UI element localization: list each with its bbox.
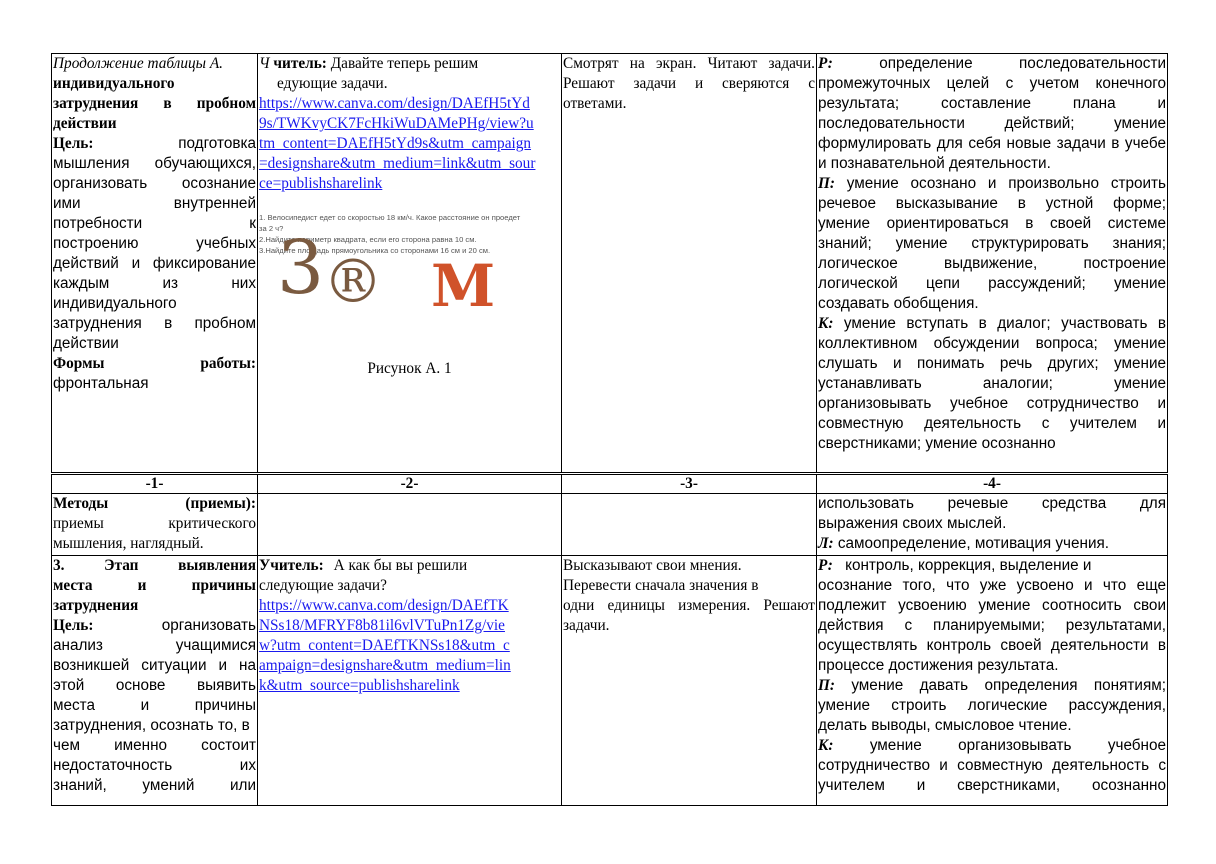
forms-label: Формы работы: <box>53 355 256 372</box>
uud-line: организовывать учебное сотрудничество и <box>818 395 1166 412</box>
uud-line: осуществлять контроль своей деятельности в <box>818 637 1166 654</box>
uud-line: действия с планируемыми; результатами, <box>818 617 1166 634</box>
cognitive-uud: П: умение давать определения понятиям; <box>818 677 1166 694</box>
methods-line: мышления, наглядный. <box>53 535 204 552</box>
table-row <box>52 556 1168 806</box>
student-activity-cell <box>562 54 817 474</box>
uud-line: сотрудничество и совместную деятельность с <box>818 757 1166 774</box>
student-text-line: Смотрят на экран. Читают задачи. <box>563 55 815 72</box>
forms-value: фронтальная <box>53 375 149 392</box>
stage-cell <box>52 54 258 474</box>
canva-link[interactable]: https://www.canva.com/design/DAEfH5tYd 9s/TWKvyCK7FcHkiWuDAMePHg/view?u tm_content=DAEfH5tYd9s&utm_campaign =designshare&utm_medium=link&utm_sour ce=publishsharelink <box>259 95 536 192</box>
teacher-remark-cont: следующие задачи? <box>259 577 387 594</box>
uud-line: выражения своих мыслей. <box>818 515 1007 532</box>
uud-line: умение строить логические рассуждения, <box>818 697 1166 714</box>
table-continuation-label: Продолжение таблицы А. <box>53 55 223 72</box>
uud-line: формулировать для себя новые задачи в учебе <box>818 135 1166 152</box>
uud-line: знаний; умение структурировать знания; <box>818 235 1166 252</box>
student-text-line: Решают задачи и сверяются с <box>563 75 815 92</box>
uud-line: последовательности действий; умение <box>818 115 1166 132</box>
goal-line: места и причины <box>53 697 256 714</box>
uud-line: осознание того, что уже усвоено и что еще <box>818 577 1166 594</box>
task-item: 2.Найдите периметр квадрата, если его сторона равна 10 см. <box>259 235 477 244</box>
uud-line: делать выводы, смысловое чтение. <box>818 717 1072 734</box>
goal-line: построению учебных <box>53 235 256 252</box>
empty-cell <box>258 494 562 556</box>
methods-label: Методы (приемы): <box>53 495 256 512</box>
goal-line: организовать осознание <box>53 175 256 192</box>
goal-line: затруднения в пробном <box>53 315 256 332</box>
communicative-uud: К: умение вступать в диалог; участвовать в <box>818 315 1167 332</box>
goal-line: ими внутренней <box>53 195 256 212</box>
uud-line: коллективном обсуждении вопроса; умение <box>818 335 1166 352</box>
column-number: -3- <box>562 474 817 494</box>
goal-line: возникшей ситуации и на <box>53 657 256 674</box>
goal-line: знаний, умений или <box>53 777 256 794</box>
table-row <box>52 494 1168 556</box>
uud-line: и познавательной деятельности. <box>818 155 1051 172</box>
uud-line: логическое выдвижение, построение <box>818 255 1166 272</box>
stage-goal: Цель: подготовка <box>53 135 256 152</box>
goal-line: индивидуального <box>53 295 177 312</box>
uud-line: слушать и понимать речь других; умение <box>818 355 1166 372</box>
student-text-line: Перевести сначала значения в <box>563 577 759 594</box>
teacher-remark: Учитель: А как бы вы решили <box>259 557 468 574</box>
personal-uud: Л: самоопределение, мотивация учения. <box>818 535 1110 552</box>
stage-goal: Цель: организовать <box>53 617 256 634</box>
uud-cell <box>817 556 1168 806</box>
goal-line: действии <box>53 335 119 352</box>
uud-line: промежуточных целей с учетом конечного <box>818 75 1166 92</box>
stage-cell <box>52 556 258 806</box>
goal-line: этой основе выявить <box>53 677 256 694</box>
uud-line: процессе достижения результата. <box>818 657 1059 674</box>
uud-line: логической цепи рассуждений; умение <box>818 275 1166 292</box>
goal-line: мышления обучающихся, <box>53 155 256 172</box>
uud-line: создавать обобщения. <box>818 295 979 312</box>
teacher-remark-cont: едующие задачи. <box>277 75 388 92</box>
column-numbers-row <box>52 474 1168 494</box>
table-row <box>52 54 1168 474</box>
uud-cell <box>817 494 1168 556</box>
uud-line: подлежит усвоению умение соотносить свои <box>818 597 1166 614</box>
stage-title-line: затруднения <box>53 597 139 614</box>
column-number: -1- <box>52 474 258 494</box>
uud-cell <box>817 54 1168 474</box>
uud-line: речевое высказывание в устной форме; <box>818 195 1166 212</box>
student-text-line: ответами. <box>563 95 627 112</box>
communicative-uud: К: умение организовывать учебное <box>818 737 1166 754</box>
goal-line: каждым из них <box>53 275 256 292</box>
teacher-activity-cell <box>258 54 562 474</box>
column-number: -4- <box>817 474 1168 494</box>
methods-cell <box>52 494 258 556</box>
empty-cell <box>562 494 817 556</box>
goal-line: чем именно состоит <box>53 737 256 754</box>
student-text-line: задачи. <box>563 617 610 634</box>
stage-title-line: места и причины <box>53 577 256 594</box>
lesson-table <box>51 53 1168 806</box>
teacher-remark: Ч читель: Давайте теперь решим <box>259 55 479 72</box>
stage-title: индивидуального затруднения в пробном действии <box>53 75 256 132</box>
registered-icon: ® <box>323 247 383 317</box>
regulatory-uud: Р: определение последовательности <box>818 55 1167 72</box>
goal-line: потребности к <box>53 215 256 232</box>
methods-line: приемы критического <box>53 515 256 532</box>
student-text-line: Высказывают свои мнения. <box>563 557 742 574</box>
uud-line: умение ориентироваться в своей системе <box>818 215 1166 232</box>
teacher-activity-cell <box>258 556 562 806</box>
stage-title-line: 3. Этап выявления <box>53 557 256 574</box>
task-item: 3.Найдите площадь прямоугольника со сторонами 16 см и 20 см. <box>259 246 491 255</box>
figure-caption: Рисунок А. 1 <box>367 360 452 377</box>
cognitive-uud: П: умение осознано и произвольно строить <box>818 175 1167 192</box>
goal-line: действий и фиксирование <box>53 255 256 272</box>
goal-line: затруднения, осознать то, в <box>53 717 250 734</box>
uud-line: устанавливать аналогии; умение <box>818 375 1166 392</box>
goal-line: недостаточность их <box>53 757 256 774</box>
regulatory-uud: Р: контроль, коррекция, выделение и <box>818 557 1092 574</box>
logo-letter: M <box>431 252 496 320</box>
uud-line: учителем и сверстниками, осознанно <box>818 777 1166 794</box>
goal-line: анализ учащимися <box>53 637 256 654</box>
column-number: -2- <box>258 474 562 494</box>
canva-link[interactable]: https://www.canva.com/design/DAEfTK NSs18/MFRYF8b81il6vlVTuPn1Zg/vie w?utm_content=DAEfTKNSs18&utm_c ampaign=designshare&utm_medium=lin k&utm_source=publishsharelink <box>259 597 511 694</box>
logo-digit: 3 <box>277 225 325 311</box>
task-item: за 2 ч? <box>259 224 284 233</box>
student-text-line: одни единицы измерения. Решают <box>563 597 815 614</box>
task-item: 1. Велосипедист едет со скоростью 18 км/ч. Какое расстояние он проедет <box>259 213 521 222</box>
uud-line: результата; составление плана и <box>818 95 1166 112</box>
student-activity-cell <box>562 556 817 806</box>
uud-line: совместную деятельность с учителем и <box>818 415 1166 432</box>
uud-line: использовать речевые средства для <box>818 495 1166 512</box>
uud-line: сверстниками; умение осознанно <box>818 435 1056 452</box>
